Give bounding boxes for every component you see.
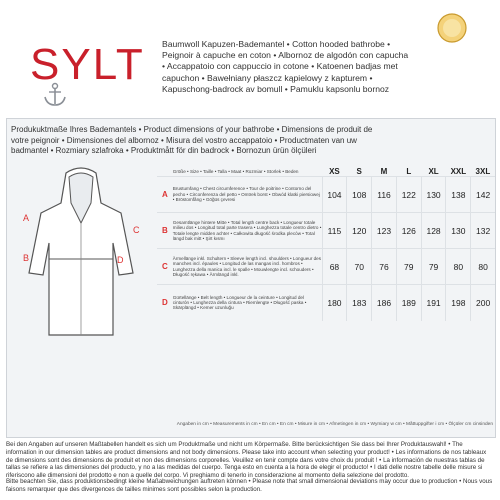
table-cell: 183 (347, 285, 372, 321)
title-line: capuchon • Bawełniany płaszcz kąpielowy z kapturem • (162, 72, 373, 83)
table-cell: 104 (322, 177, 347, 213)
svg-text:C: C (133, 225, 140, 235)
row-description: Gürtellänge • Belt length • Longueur de la ceinture • Longitud del cinturón • Lunghezza della cintura • Riemlengte • Długość paska • Skärplängd • Kemer uzunluğu (172, 294, 307, 311)
row-description: Ärmellänge inkl. Schultern • Sleeve length incl. shoulders • Longueur des manches incl. épaules • Longitud de las mangas incl. hombros • Lunghezza della manica incl. le spalle • Mouwlengte incl. schouders • Długość rękawa • Ärmlängd inkl. (172, 255, 322, 277)
table-cell: 142 (471, 177, 495, 213)
title-line: Peignoir à capuche en coton • Albornoz de algodón con capucha (162, 50, 409, 61)
panel-title (11, 125, 491, 157)
table-cell: 79 (396, 249, 421, 285)
quality-seal-icon (432, 8, 472, 48)
panel-title-line: badmantel • Rozmiary szlafroka • Produktmått för din badrock • Bornozun ürün ölçüleri (11, 146, 317, 155)
table-cell: 80 (446, 249, 471, 285)
tolerance-note: Bitte beachten Sie, dass produktionsbedingt kleine Maßabweichungen auftreten können • Please note that small dimensional deviations may occur due to production • Nous vous faisons remarquer que des divergences de tailles minimes sont possibles selon la production. (6, 478, 493, 493)
table-cell: 180 (322, 285, 347, 321)
row-letter: A (161, 190, 168, 199)
size-header: 3XL (475, 167, 491, 176)
size-table (157, 167, 495, 321)
table-cell: 68 (322, 249, 347, 285)
size-header: M (380, 167, 388, 176)
table-row (157, 177, 495, 213)
dimensions-panel (6, 118, 496, 438)
table-cell: 198 (446, 285, 471, 321)
table-cell: 80 (471, 249, 495, 285)
svg-text:D: D (117, 255, 124, 265)
table-cell: 126 (396, 213, 421, 249)
table-cell: 186 (372, 285, 397, 321)
panel-title-line: votre peignoir • Dimensiones del albornoz • Misura del vostro accappatoio • Productmaten van uw (11, 135, 357, 145)
table-cell: 70 (347, 249, 372, 285)
svg-text:A: A (23, 213, 30, 223)
table-cell: 108 (347, 177, 372, 213)
title-line: • Accappatoio con cappuccio in cotone • Katoenen badjas met (162, 61, 398, 72)
size-header: L (406, 167, 412, 176)
table-row (157, 249, 495, 285)
table-cell: 130 (421, 177, 446, 213)
table-cell: 116 (372, 177, 397, 213)
table-cell: 76 (372, 249, 397, 285)
row-letter: C (161, 262, 168, 271)
size-header: XL (428, 167, 439, 176)
row-letter: D (161, 298, 168, 308)
table-cell: 123 (372, 213, 397, 249)
table-cell: 120 (347, 213, 372, 249)
table-cell: 79 (421, 249, 446, 285)
table-cell: 138 (446, 177, 471, 213)
table-cell: 189 (396, 285, 421, 321)
size-header: S (356, 167, 362, 176)
table-cell: 191 (421, 285, 446, 321)
title-line: Baumwoll Kapuzen-Bademantel • Cotton hooded bathrobe • (162, 39, 391, 49)
table-cell: 130 (446, 213, 471, 249)
product-dimensions-note: Bei den Angaben auf unseren Maßtabellen handelt es sich um Produktmaße und nicht um Körpermaße. Bitte berücksichtigen Sie dass bei Ihrer Produktauswahl! • The information in our dimension tables are product dimensions and not body dimensions. Please take into account when selecting your product! • Les informations de nos tableaux de dimensions sont des dimensions de produit et non des dimensions corporelles. Veuillez en tenir compte dans votre choix du produit ! • La información de nuestras tablas de tallas se refiere a las dimensiones del producto, y no a las medidas del cuerpo. Tenga esto en cuenta a la hora de elegir el producto! • I dati delle nostre tabelle delle misure si riferiscono alle dimensioni del prodotto e non a quelle del corpo. Vi preghiamo di tenerlo in considerazione al momento della selezione del prodotto. (6, 441, 487, 480)
anchor-icon (42, 82, 68, 108)
size-header: XS (329, 167, 340, 176)
row-description: Gesamtlänge hintere Mitte • Total length centre back • Longueur totale milieu dos • Longitud total parte trasera • Lunghezza totale centro dietro • Totale lengte midden achter • Całkowita długość środka pleców • Total längd bak mitt • Şirt kısmı (172, 219, 322, 241)
size-header: XXL (450, 167, 467, 176)
table-cell: 128 (421, 213, 446, 249)
units-footnote: Angaben in cm • Measurements in cm • En cm • En cm • Misure in cm • Afmetingen in cm • Wymiary w cm • Måttuppgifter i cm • Ölçüler cm cinsinden (176, 422, 493, 427)
row-description: Brustumfang • Chest circumference • Tour de poitrine • Contorno del pecho • Circonferenza del petto • Omtrek borst • Obwód klatki piersiowej • Bröstomfång • Göğüs çevresi (172, 186, 320, 203)
table-row (157, 285, 495, 321)
bathrobe-illustration (21, 163, 141, 341)
table-cell: 132 (471, 213, 495, 249)
panel-title-line: Produkuktmaße Ihres Bademantels • Product dimensions of your bathrobe • Dimensions de produit de (11, 125, 373, 134)
table-cell: 115 (322, 213, 347, 249)
table-row (157, 213, 495, 249)
header (0, 0, 500, 112)
size-row-label: Größe • Size • Taille • Talla • Maat • Rozmiar • Storlek • Beden (172, 168, 299, 174)
table-cell: 122 (396, 177, 421, 213)
svg-text:B: B (23, 253, 30, 263)
table-cell: 200 (471, 285, 495, 321)
row-letter: B (161, 226, 168, 235)
title-line: Kapuschong-badrock av bomull • Pamuklu kapsonlu bornoz (162, 83, 390, 94)
brand-logo: SYLT (30, 40, 145, 89)
